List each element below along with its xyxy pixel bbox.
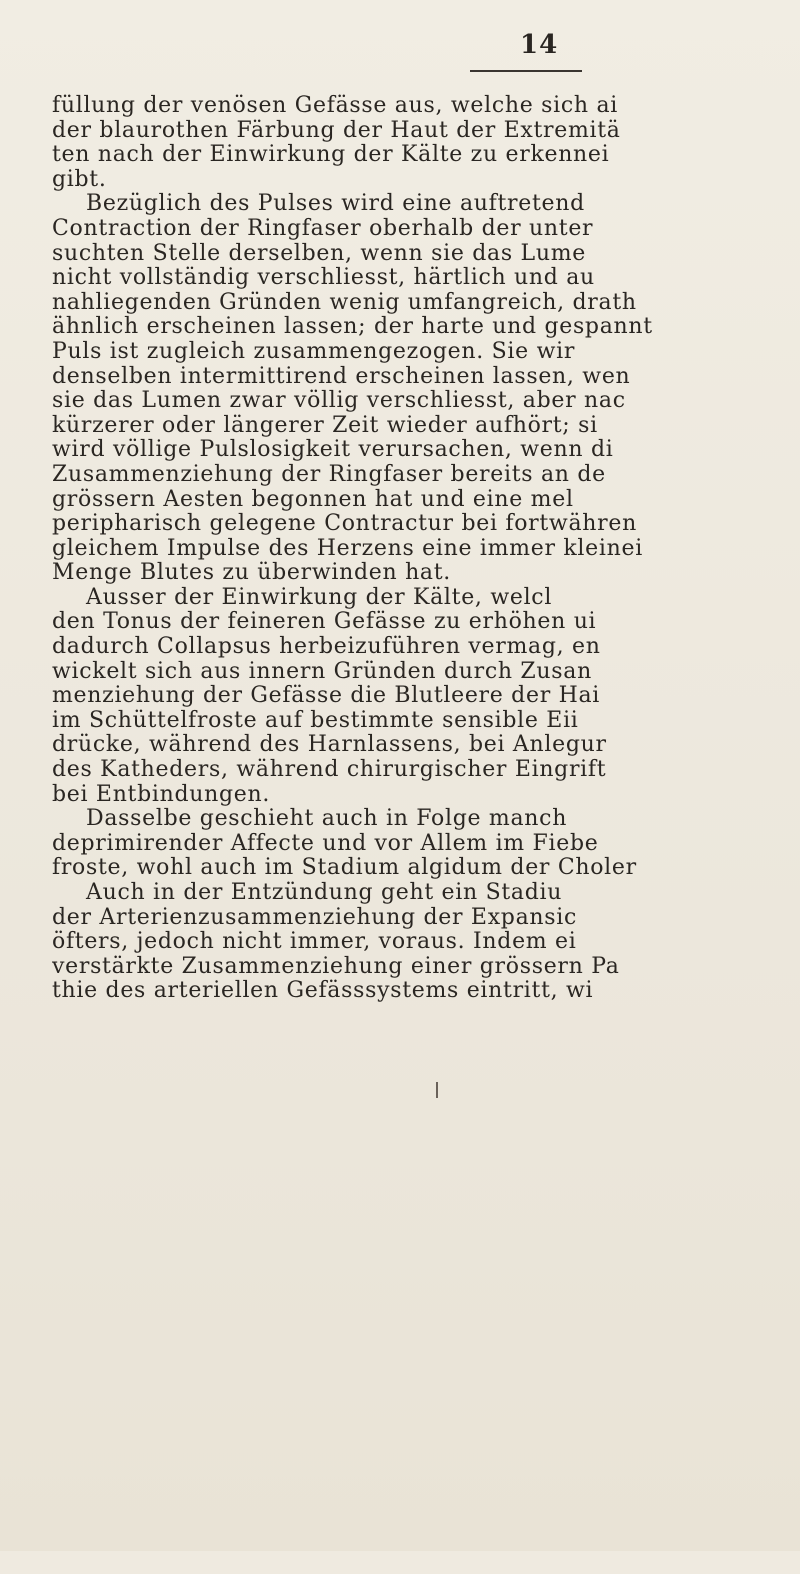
text-line: verstärkte Zusammenziehung einer grössern Pa bbox=[52, 954, 620, 979]
text-line: gibt. bbox=[52, 167, 107, 192]
text-line: nahliegenden Gründen wenig umfangreich, drath bbox=[52, 290, 637, 315]
text-line: des Katheders, während chirurgischer Eingrift bbox=[52, 758, 607, 783]
page-number: 14 bbox=[520, 30, 559, 60]
text-line: gleichem Impulse des Herzens eine immer kleinei bbox=[52, 536, 643, 561]
text-line: Puls ist zugleich zusammengezogen. Sie wir bbox=[52, 339, 576, 364]
text-line: menziehung der Gefässe die Blutleere der Hai bbox=[52, 684, 601, 709]
text-line: öfters, jedoch nicht immer, voraus. Indem ei bbox=[52, 930, 577, 955]
paragraph-start-line: Ausser der Einwirkung der Kälte, welcl bbox=[86, 585, 553, 610]
text-line: den Tonus der feineren Gefässe zu erhöhen ui bbox=[52, 610, 597, 635]
text-line: bei Entbindungen. bbox=[52, 782, 271, 807]
text-line: denselben intermittirend erscheinen lassen, wen bbox=[52, 364, 631, 389]
text-line: nicht vollständig verschliesst, härtlich und au bbox=[52, 266, 595, 291]
text-line: grössern Aesten begonnen hat und eine mel bbox=[52, 487, 574, 512]
text-line: wickelt sich aus innern Gründen durch Zusan bbox=[52, 659, 592, 684]
text-line: wird völlige Pulslosigkeit verursachen, wenn di bbox=[52, 438, 614, 463]
body-text bbox=[52, 94, 797, 1574]
paragraph-start-line: Auch in der Entzündung geht ein Stadiu bbox=[86, 881, 563, 905]
text-line: dadurch Collapsus herbeizuführen vermag, en bbox=[52, 635, 601, 660]
text-line: froste, wohl auch im Stadium algidum der Choler bbox=[52, 856, 637, 881]
header-rule bbox=[470, 70, 582, 72]
text-line: drücke, während des Harnlassens, bei Anlegur bbox=[52, 733, 607, 758]
text-line: Contraction der Ringfaser oberhalb der unter bbox=[52, 216, 594, 241]
text-line: der blaurothen Färbung der Haut der Extremitä bbox=[52, 118, 621, 143]
text-line: kürzerer oder längerer Zeit wieder aufhört; si bbox=[52, 413, 598, 438]
text-line: peripharisch gelegene Contractur bei fortwähren bbox=[52, 512, 637, 537]
text-line: Menge Blutes zu überwinden hat. bbox=[52, 561, 451, 586]
text-line: im Schüttelfroste auf bestimmte sensible Eii bbox=[52, 708, 579, 733]
text-line: sie das Lumen zwar völlig verschliesst, aber nac bbox=[52, 389, 626, 414]
text-line: ten nach der Einwirkung der Kälte zu erkennei bbox=[52, 143, 610, 168]
ink-mark bbox=[436, 1082, 438, 1098]
text-line: Zusammenziehung der Ringfaser bereits an de bbox=[52, 462, 606, 487]
text-line: füllung der venösen Gefässe aus, welche sich ai bbox=[52, 94, 619, 118]
text-line: ähnlich erscheinen lassen; der harte und gespannt bbox=[52, 315, 653, 340]
text-line: der Arterienzusammenziehung der Expansic bbox=[52, 905, 578, 930]
text-line: thie des arteriellen Gefässsystems eintritt, wi bbox=[52, 979, 594, 1004]
paragraph-start-line: Dasselbe geschieht auch in Folge manch bbox=[86, 807, 568, 832]
text-line: suchten Stelle derselben, wenn sie das Lume bbox=[52, 241, 586, 266]
text-line: deprimirender Affecte und vor Allem im Fiebe bbox=[52, 831, 599, 856]
paragraph-start-line: Bezüglich des Pulses wird eine auftretend bbox=[86, 192, 585, 217]
